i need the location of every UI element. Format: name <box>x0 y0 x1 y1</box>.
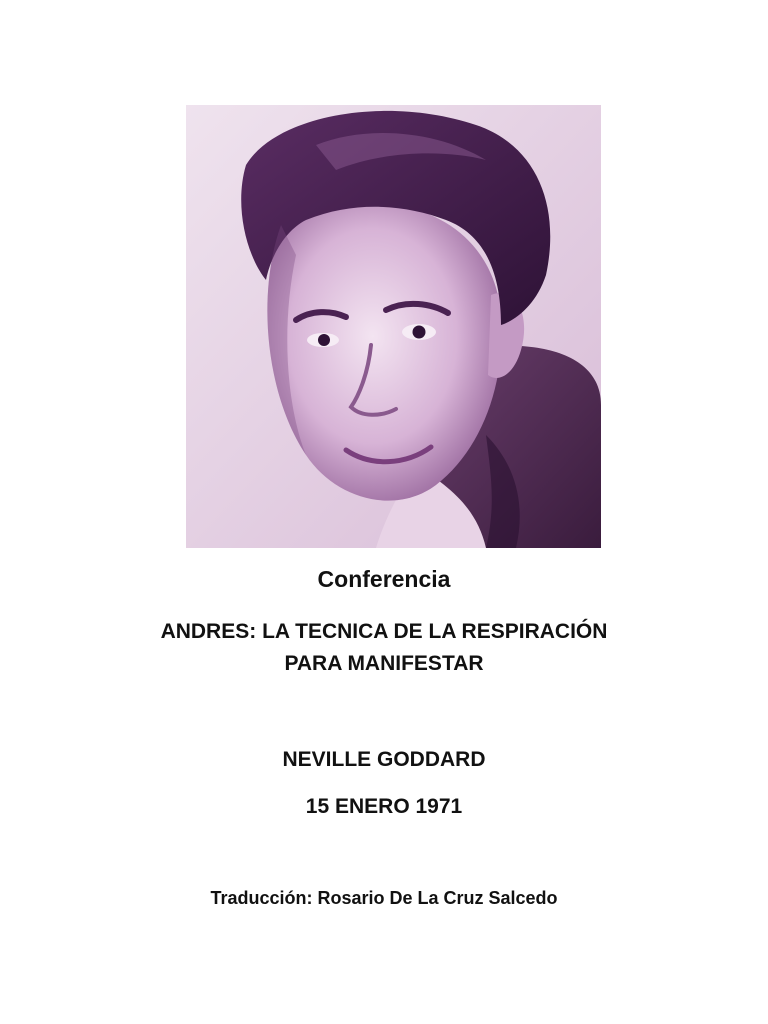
portrait-photo-icon <box>186 105 601 548</box>
translation-credit: Traducción: Rosario De La Cruz Salcedo <box>210 888 558 908</box>
lecture-title-line-1: ANDRES: LA TECNICA DE LA RESPIRACIÓN <box>160 620 608 643</box>
document-type: Conferencia <box>317 566 451 592</box>
author-portrait <box>186 105 601 548</box>
author-name: NEVILLE GODDARD <box>282 748 486 771</box>
lecture-date: 15 ENERO 1971 <box>305 795 463 818</box>
lecture-title-line-2: PARA MANIFESTAR <box>284 652 484 675</box>
